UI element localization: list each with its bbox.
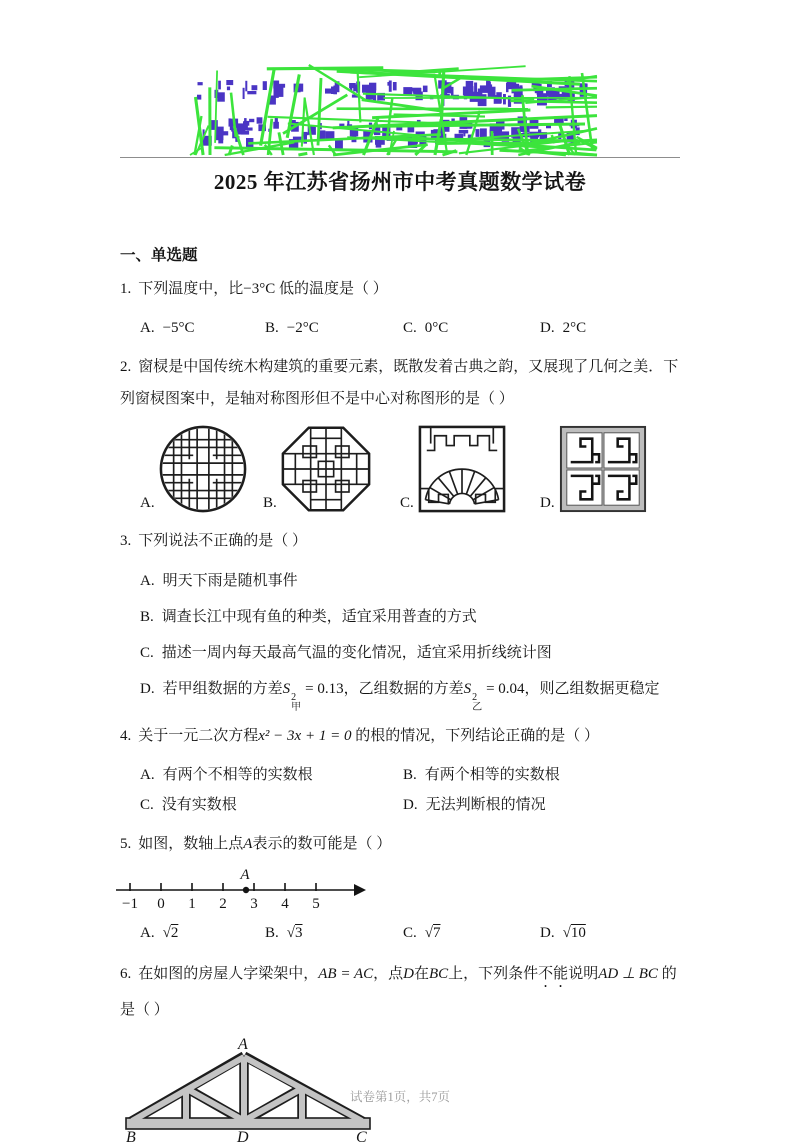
quadratic-equation: x² − 3x + 1 = 0	[258, 728, 351, 744]
question-4	[120, 720, 686, 820]
option-b: B. 调查长江中现有鱼的种类，适宜采用普查的方式	[140, 601, 686, 634]
truss-label-b: B	[126, 1129, 136, 1144]
sqrt-sign: √	[425, 925, 433, 941]
option-a: A. −5°C	[140, 313, 265, 343]
tick-label: 5	[312, 896, 320, 912]
question-text: 窗棂是中国传统木构建筑的重要元素，既散发着古典之韵，又展现了几何之美．下列窗棂图案中，是轴对称图形但不是中心对称图形的是（ ）	[120, 359, 678, 407]
question-5	[120, 828, 686, 948]
option-c: C. 0°C	[403, 313, 540, 343]
section-heading: 一、单选题	[120, 243, 686, 265]
truss-label-d: D	[236, 1129, 249, 1144]
question-5-stem: 5. 如图，数轴上点A表示的数可能是（ ）	[120, 828, 686, 860]
page-footer: 试卷第1页，共7页	[0, 1087, 800, 1105]
point-a-label: A	[239, 867, 250, 883]
tick-label: 0	[157, 896, 165, 912]
option-b: B.	[263, 423, 400, 515]
question-6	[120, 956, 686, 1144]
option-b: B. −2°C	[265, 313, 403, 343]
option-c: C. 没有实数根	[140, 790, 403, 820]
lattice-fan-figure	[417, 423, 507, 515]
lattice-circle-figure	[158, 423, 248, 515]
question-4-stem: 4. 关于一元二次方程x² − 3x + 1 = 0 的根的情况，下列结论正确的是（ ）	[120, 720, 686, 752]
option-a: A. 有两个不相等的实数根	[140, 760, 403, 790]
option-d: D. 无法判断根的情况	[403, 790, 686, 820]
question-1	[120, 273, 686, 343]
header-divider	[120, 157, 680, 158]
option-c: C. 描述一周内每天最高气温的变化情况，适宜采用折线统计图	[140, 637, 686, 670]
question-number: 1.	[120, 281, 131, 297]
tick-label: 1	[188, 896, 196, 912]
option-c: C. √7	[403, 918, 540, 948]
question-4-options	[140, 760, 686, 820]
exam-content	[120, 243, 686, 1144]
question-number: 4.	[120, 728, 131, 744]
watermark-scribble-image	[185, 52, 600, 157]
axis-arrow	[354, 884, 366, 896]
question-3	[120, 525, 686, 712]
variance-symbol-jia: S	[283, 681, 291, 697]
emphasized-text: 不能	[538, 966, 568, 982]
question-number: 3.	[120, 533, 131, 549]
tick-label: 2	[219, 896, 227, 912]
lattice-fret-figure	[558, 423, 648, 515]
sqrt-sign: √	[163, 925, 171, 941]
question-3-options	[140, 565, 686, 712]
truss-label-c: C	[356, 1129, 367, 1144]
question-1-options	[140, 313, 686, 343]
question-number: 5.	[120, 836, 131, 852]
question-number: 2.	[120, 359, 131, 375]
option-a: A.	[140, 423, 263, 515]
option-d: D.	[540, 423, 648, 515]
variance-symbol-yi: S	[464, 681, 472, 697]
lattice-octagon-figure	[280, 423, 372, 515]
question-1-stem	[120, 273, 686, 305]
question-text: 下列温度中，比−3°C 低的温度是（ ）	[138, 281, 387, 297]
option-b: B. √3	[265, 918, 403, 948]
point-a-dot	[243, 887, 249, 893]
tick-label: 3	[250, 896, 258, 912]
page-title: 2025 年江苏省扬州市中考真题数学试卷	[0, 166, 800, 196]
question-5-options	[140, 918, 686, 948]
question-number: 6.	[120, 966, 131, 982]
number-line-figure	[114, 868, 686, 916]
question-3-stem	[120, 525, 686, 557]
option-d: D. √10	[540, 918, 686, 948]
sqrt-sign: √	[563, 925, 571, 941]
question-6-stem: 6. 在如图的房屋人字梁架中，AB = AC，点D在BC上，下列条件不能说明AD ⊥ BC 的是（ ）	[120, 956, 686, 1028]
option-b: B. 有两个相等的实数根	[403, 760, 686, 790]
question-text: 下列说法不正确的是（ ）	[138, 533, 307, 549]
tick-label: 4	[281, 896, 289, 912]
option-c: C.	[400, 423, 540, 515]
option-a: A. 明天下雨是随机事件	[140, 565, 686, 598]
watermark-banner-figure	[185, 52, 600, 157]
point-a-symbol: A	[243, 836, 252, 852]
question-2-figures	[140, 423, 686, 515]
question-2	[120, 351, 686, 515]
option-d: D. 若甲组数据的方差S 2 甲 = 0.13，乙组数据的方差S 2 乙 = 0.04，则乙组数据更稳定	[140, 673, 686, 712]
question-2-stem	[120, 351, 686, 415]
option-d: D. 2°C	[540, 313, 686, 343]
tick-label: −1	[122, 896, 138, 912]
truss-label-a: A	[237, 1036, 248, 1053]
option-a: A. √2	[140, 918, 265, 948]
sqrt-sign: √	[287, 925, 295, 941]
